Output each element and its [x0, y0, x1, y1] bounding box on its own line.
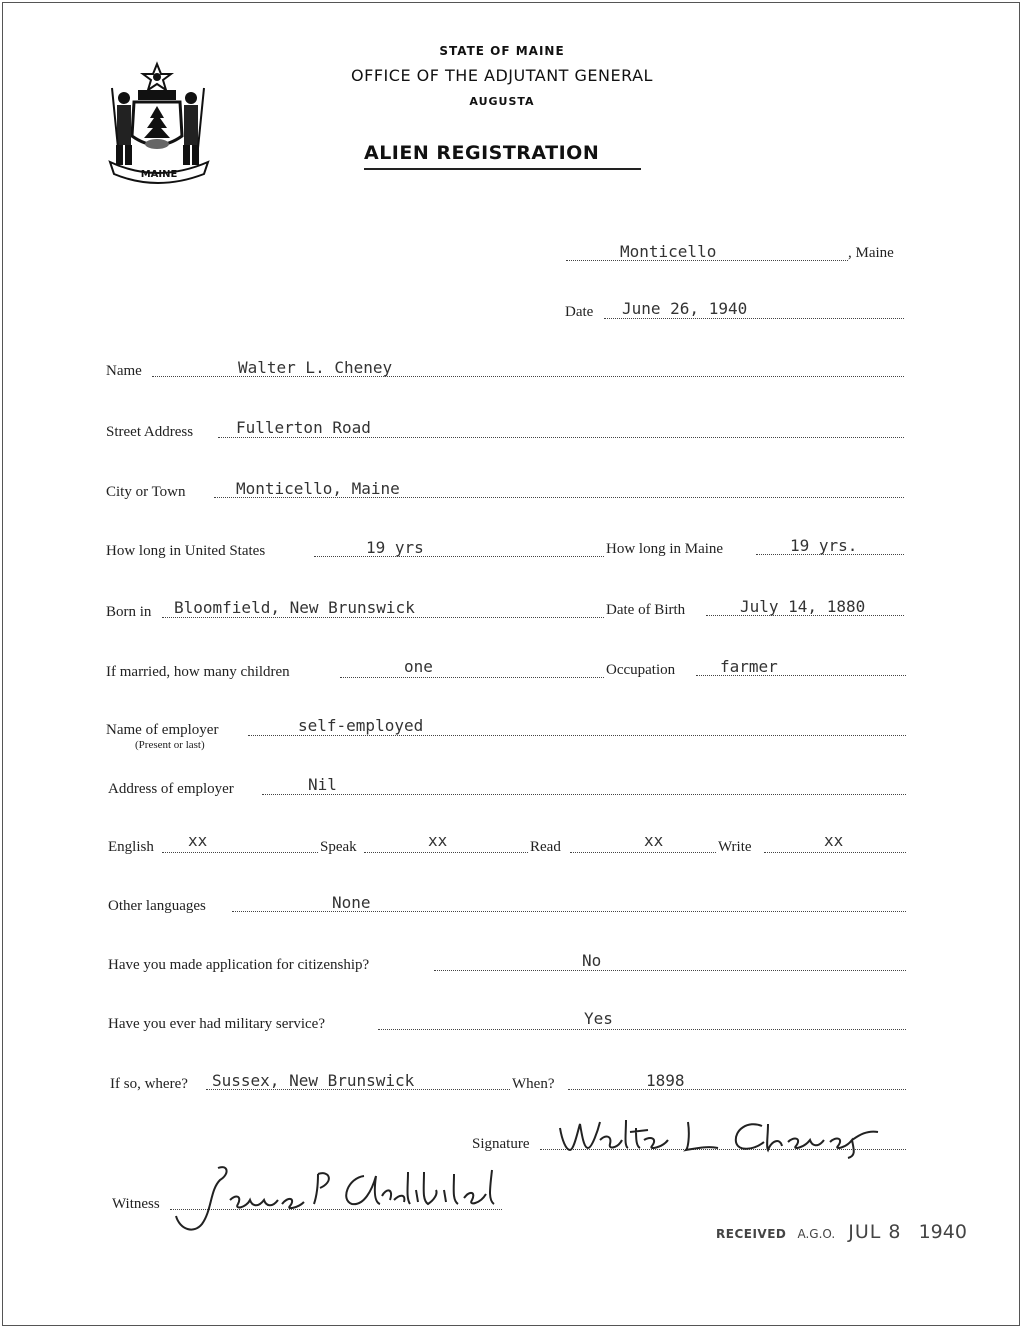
city-value: Monticello, Maine [236, 479, 400, 498]
citizenship-label: Have you made application for citizenship? [108, 957, 370, 973]
employer-value: self-employed [298, 716, 424, 735]
employer-label: Name of employer [106, 722, 219, 738]
write-line [764, 852, 906, 853]
when-line [568, 1089, 906, 1090]
date-line [604, 318, 904, 319]
english-label: English [108, 839, 154, 855]
when-label: When? [512, 1076, 555, 1092]
maine-label: How long in Maine [606, 541, 724, 557]
speak-label: Speak [320, 839, 357, 855]
header-city: AUGUSTA [469, 95, 535, 108]
stamp-office: A.G.O. [797, 1227, 836, 1241]
form-title: ALIEN REGISTRATION [364, 142, 600, 164]
english-value: xx [188, 831, 208, 850]
write-label: Write [718, 839, 752, 855]
us-value: 19 yrs [366, 538, 424, 557]
us-label: How long in United States [106, 543, 266, 559]
city-label: City or Town [106, 484, 186, 500]
witness-label: Witness [112, 1196, 160, 1212]
children-value: one [404, 657, 433, 676]
us-line [314, 556, 604, 557]
title-underline [364, 168, 641, 170]
read-value: xx [644, 831, 664, 850]
name-label: Name [106, 363, 142, 379]
place-value: Monticello [620, 242, 717, 261]
other-languages-label: Other languages [108, 898, 206, 914]
header-state: STATE OF MAINE [439, 44, 565, 58]
occupation-value: farmer [720, 657, 778, 676]
street-label: Street Address [106, 424, 194, 440]
place-suffix: , Maine [848, 245, 894, 261]
when-value: 1898 [646, 1071, 685, 1090]
speak-value: xx [428, 831, 448, 850]
speak-line [364, 852, 528, 853]
date-label: Date [565, 304, 594, 320]
received-stamp [716, 1221, 967, 1243]
employer-line [248, 735, 906, 736]
military-value: Yes [584, 1009, 613, 1028]
stamp-received: RECEIVED [716, 1227, 787, 1241]
other-languages-value: None [332, 893, 371, 912]
date-value: June 26, 1940 [622, 299, 748, 318]
employer-address-line [262, 794, 906, 795]
citizenship-value: No [582, 951, 602, 970]
english-line [162, 852, 318, 853]
military-line [378, 1029, 906, 1030]
born-label: Born in [106, 604, 152, 620]
occupation-label: Occupation [606, 662, 676, 678]
citizenship-line [434, 970, 906, 971]
dob-label: Date of Birth [606, 602, 686, 618]
header-office: OFFICE OF THE ADJUTANT GENERAL [351, 66, 653, 85]
dob-value: July 14, 1880 [740, 597, 866, 616]
where-value: Sussex, New Brunswick [212, 1071, 415, 1090]
stamp-month-day: JUL 8 [848, 1221, 902, 1243]
employer-sublabel: (Present or last) [135, 739, 205, 751]
maine-value: 19 yrs. [790, 536, 858, 555]
signature-handwriting [548, 1110, 898, 1160]
signature-label: Signature [472, 1136, 530, 1152]
stamp-year: 1940 [918, 1221, 967, 1243]
employer-address-value: Nil [308, 775, 337, 794]
employer-address-label: Address of employer [108, 781, 234, 797]
read-line [570, 852, 716, 853]
read-label: Read [530, 839, 561, 855]
children-label: If married, how many children [106, 664, 290, 680]
name-value: Walter L. Cheney [238, 358, 393, 377]
svg-text:MAINE: MAINE [140, 169, 178, 180]
street-line [218, 437, 904, 438]
street-value: Fullerton Road [236, 418, 371, 437]
born-value: Bloomfield, New Brunswick [174, 598, 415, 617]
military-label: Have you ever had military service? [108, 1016, 325, 1032]
where-label: If so, where? [110, 1076, 188, 1092]
born-line [162, 617, 604, 618]
witness-handwriting [168, 1160, 508, 1240]
write-value: xx [824, 831, 844, 850]
children-line [340, 677, 604, 678]
